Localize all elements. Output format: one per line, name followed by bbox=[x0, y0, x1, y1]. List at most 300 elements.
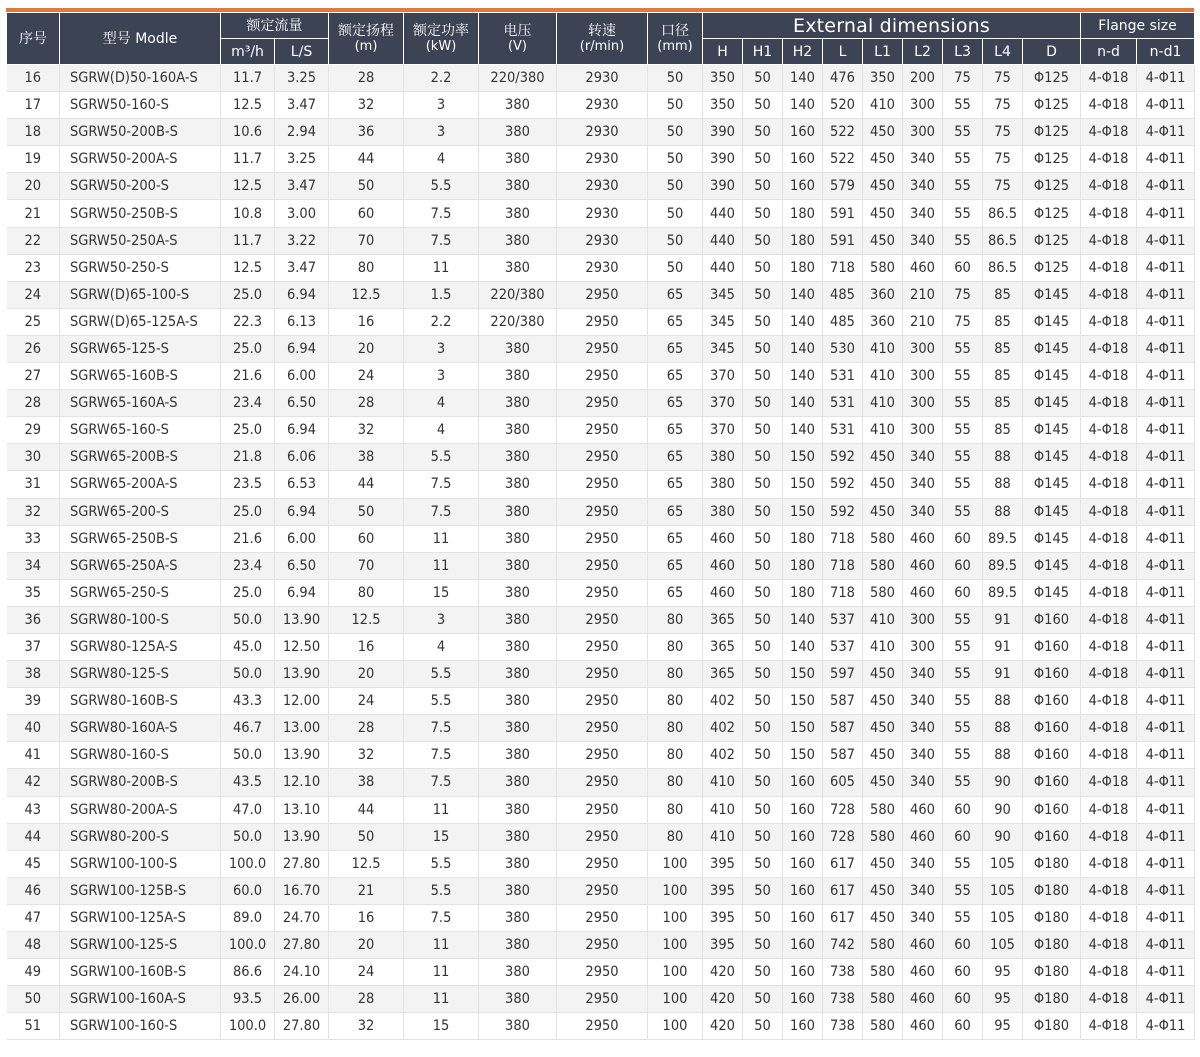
cell-dim-h1: 50 bbox=[743, 986, 783, 1013]
cell-head: 20 bbox=[329, 932, 404, 959]
cell-model: SGRW65-125-S bbox=[60, 335, 221, 362]
cell-bore: 80 bbox=[648, 633, 703, 660]
cell-bore: 80 bbox=[648, 796, 703, 823]
cell-dim-h2: 160 bbox=[783, 932, 823, 959]
cell-flow-m3h: 25.0 bbox=[221, 281, 275, 308]
header-head-unit: (m) bbox=[354, 39, 378, 54]
cell-dim-h1: 50 bbox=[743, 254, 783, 281]
cell-dim-d: Φ145 bbox=[1023, 335, 1081, 362]
cell-flow-m3h: 50.0 bbox=[221, 661, 275, 688]
cell-flow-m3h: 25.0 bbox=[221, 335, 275, 362]
cell-flow-ls: 3.47 bbox=[275, 254, 329, 281]
cell-flow-m3h: 10.8 bbox=[221, 200, 275, 227]
cell-power: 11 bbox=[404, 932, 479, 959]
cell-dim-l4: 75 bbox=[983, 146, 1023, 173]
cell-dim-h: 380 bbox=[703, 444, 743, 471]
cell-dim-l: 718 bbox=[823, 254, 863, 281]
cell-dim-l4: 88 bbox=[983, 444, 1023, 471]
pump-spec-table bbox=[6, 12, 1195, 1040]
cell-flow-m3h: 22.3 bbox=[221, 308, 275, 335]
cell-dim-l1: 410 bbox=[863, 335, 903, 362]
cell-dim-h1: 50 bbox=[743, 173, 783, 200]
cell-dim-l1: 450 bbox=[863, 200, 903, 227]
cell-dim-l: 537 bbox=[823, 633, 863, 660]
cell-dim-l3: 55 bbox=[943, 877, 983, 904]
cell-dim-d: Φ180 bbox=[1023, 904, 1081, 931]
cell-model: SGRW100-100-S bbox=[60, 850, 221, 877]
cell-head: 16 bbox=[329, 633, 404, 660]
cell-no: 21 bbox=[7, 200, 60, 227]
cell-speed: 2950 bbox=[557, 769, 648, 796]
header-dim-h2: H2 bbox=[783, 39, 823, 65]
cell-dim-h2: 140 bbox=[783, 390, 823, 417]
header-speed bbox=[557, 13, 648, 65]
cell-dim-l2: 460 bbox=[903, 796, 943, 823]
cell-dim-h2: 160 bbox=[783, 769, 823, 796]
cell-dim-h2: 140 bbox=[783, 92, 823, 119]
cell-power: 5.5 bbox=[404, 850, 479, 877]
cell-dim-l4: 105 bbox=[983, 904, 1023, 931]
cell-voltage: 380 bbox=[479, 335, 557, 362]
cell-model: SGRW50-200-S bbox=[60, 173, 221, 200]
cell-no: 25 bbox=[7, 308, 60, 335]
cell-bore: 80 bbox=[648, 661, 703, 688]
cell-model: SGRW100-125A-S bbox=[60, 904, 221, 931]
cell-model: SGRW80-200B-S bbox=[60, 769, 221, 796]
pump-spec-table-container bbox=[6, 8, 1194, 1040]
cell-dim-h: 402 bbox=[703, 742, 743, 769]
cell-voltage: 380 bbox=[479, 715, 557, 742]
cell-dim-h1: 50 bbox=[743, 552, 783, 579]
cell-dim-l3: 60 bbox=[943, 254, 983, 281]
cell-dim-l: 531 bbox=[823, 390, 863, 417]
cell-dim-h2: 150 bbox=[783, 444, 823, 471]
cell-dim-h: 370 bbox=[703, 363, 743, 390]
cell-head: 16 bbox=[329, 904, 404, 931]
cell-dim-l4: 89.5 bbox=[983, 579, 1023, 606]
table-row bbox=[7, 877, 1195, 904]
cell-no: 34 bbox=[7, 552, 60, 579]
cell-model: SGRW50-160-S bbox=[60, 92, 221, 119]
cell-flow-ls: 27.80 bbox=[275, 1013, 329, 1040]
cell-model: SGRW50-200B-S bbox=[60, 119, 221, 146]
cell-head: 80 bbox=[329, 254, 404, 281]
cell-dim-l: 617 bbox=[823, 850, 863, 877]
cell-dim-l1: 450 bbox=[863, 119, 903, 146]
cell-flow-ls: 6.53 bbox=[275, 471, 329, 498]
cell-flange-nd1: 4-Φ11 bbox=[1137, 281, 1195, 308]
cell-dim-l2: 340 bbox=[903, 146, 943, 173]
cell-dim-h: 390 bbox=[703, 119, 743, 146]
cell-head: 28 bbox=[329, 390, 404, 417]
cell-voltage: 380 bbox=[479, 390, 557, 417]
table-row bbox=[7, 363, 1195, 390]
cell-dim-l4: 75 bbox=[983, 92, 1023, 119]
cell-power: 11 bbox=[404, 552, 479, 579]
cell-dim-h: 380 bbox=[703, 471, 743, 498]
cell-dim-l2: 340 bbox=[903, 769, 943, 796]
cell-dim-d: Φ145 bbox=[1023, 498, 1081, 525]
cell-bore: 65 bbox=[648, 498, 703, 525]
header-power-unit: (kW) bbox=[425, 39, 457, 54]
cell-dim-h2: 180 bbox=[783, 200, 823, 227]
cell-model: SGRW(D)50-160A-S bbox=[60, 65, 221, 92]
cell-dim-l1: 580 bbox=[863, 959, 903, 986]
header-dim-l2: L2 bbox=[903, 39, 943, 65]
cell-flange-nd1: 4-Φ11 bbox=[1137, 390, 1195, 417]
cell-dim-l2: 340 bbox=[903, 661, 943, 688]
cell-dim-l4: 88 bbox=[983, 498, 1023, 525]
cell-power: 15 bbox=[404, 579, 479, 606]
cell-flange-nd1: 4-Φ11 bbox=[1137, 796, 1195, 823]
cell-model: SGRW50-200A-S bbox=[60, 146, 221, 173]
cell-dim-l: 485 bbox=[823, 308, 863, 335]
cell-voltage: 380 bbox=[479, 633, 557, 660]
cell-dim-h2: 180 bbox=[783, 552, 823, 579]
cell-model: SGRW80-160A-S bbox=[60, 715, 221, 742]
cell-dim-l2: 300 bbox=[903, 92, 943, 119]
cell-speed: 2950 bbox=[557, 390, 648, 417]
cell-dim-l1: 410 bbox=[863, 606, 903, 633]
cell-bore: 65 bbox=[648, 444, 703, 471]
cell-bore: 80 bbox=[648, 823, 703, 850]
cell-dim-h2: 160 bbox=[783, 119, 823, 146]
table-body bbox=[7, 65, 1195, 1040]
cell-no: 43 bbox=[7, 796, 60, 823]
cell-bore: 80 bbox=[648, 606, 703, 633]
cell-dim-h: 402 bbox=[703, 688, 743, 715]
cell-dim-l3: 55 bbox=[943, 742, 983, 769]
cell-dim-l1: 580 bbox=[863, 986, 903, 1013]
cell-power: 4 bbox=[404, 417, 479, 444]
cell-model: SGRW65-200-S bbox=[60, 498, 221, 525]
cell-dim-l1: 350 bbox=[863, 65, 903, 92]
cell-dim-l1: 410 bbox=[863, 633, 903, 660]
cell-dim-l: 592 bbox=[823, 498, 863, 525]
cell-head: 32 bbox=[329, 1013, 404, 1040]
cell-flange-nd: 4-Φ18 bbox=[1081, 173, 1137, 200]
cell-dim-l4: 75 bbox=[983, 173, 1023, 200]
cell-no: 23 bbox=[7, 254, 60, 281]
cell-speed: 2930 bbox=[557, 227, 648, 254]
table-row bbox=[7, 904, 1195, 931]
cell-dim-l1: 410 bbox=[863, 417, 903, 444]
cell-dim-l4: 86.5 bbox=[983, 227, 1023, 254]
cell-flange-nd: 4-Φ18 bbox=[1081, 335, 1137, 362]
cell-dim-l2: 340 bbox=[903, 227, 943, 254]
cell-flange-nd: 4-Φ18 bbox=[1081, 200, 1137, 227]
cell-no: 28 bbox=[7, 390, 60, 417]
cell-head: 24 bbox=[329, 959, 404, 986]
cell-flange-nd: 4-Φ18 bbox=[1081, 92, 1137, 119]
cell-dim-h2: 160 bbox=[783, 986, 823, 1013]
cell-head: 80 bbox=[329, 579, 404, 606]
cell-head: 28 bbox=[329, 65, 404, 92]
cell-no: 16 bbox=[7, 65, 60, 92]
cell-dim-h: 402 bbox=[703, 715, 743, 742]
cell-bore: 50 bbox=[648, 173, 703, 200]
cell-voltage: 380 bbox=[479, 877, 557, 904]
cell-voltage: 380 bbox=[479, 823, 557, 850]
cell-dim-l3: 55 bbox=[943, 390, 983, 417]
cell-no: 26 bbox=[7, 335, 60, 362]
cell-flow-ls: 13.00 bbox=[275, 715, 329, 742]
cell-dim-l2: 200 bbox=[903, 65, 943, 92]
table-row bbox=[7, 281, 1195, 308]
cell-flange-nd1: 4-Φ11 bbox=[1137, 959, 1195, 986]
cell-model: SGRW80-125A-S bbox=[60, 633, 221, 660]
cell-flow-ls: 3.25 bbox=[275, 65, 329, 92]
cell-flow-m3h: 23.4 bbox=[221, 552, 275, 579]
cell-dim-h2: 140 bbox=[783, 65, 823, 92]
cell-voltage: 220/380 bbox=[479, 65, 557, 92]
cell-dim-h2: 150 bbox=[783, 715, 823, 742]
table-header bbox=[7, 13, 1195, 65]
cell-dim-d: Φ145 bbox=[1023, 525, 1081, 552]
cell-flange-nd: 4-Φ18 bbox=[1081, 471, 1137, 498]
cell-dim-l: 617 bbox=[823, 877, 863, 904]
cell-head: 50 bbox=[329, 173, 404, 200]
cell-dim-h: 440 bbox=[703, 227, 743, 254]
cell-speed: 2950 bbox=[557, 417, 648, 444]
cell-flange-nd: 4-Φ18 bbox=[1081, 552, 1137, 579]
cell-flange-nd: 4-Φ18 bbox=[1081, 119, 1137, 146]
cell-head: 12.5 bbox=[329, 281, 404, 308]
cell-dim-h1: 50 bbox=[743, 661, 783, 688]
table-row bbox=[7, 769, 1195, 796]
cell-dim-l1: 580 bbox=[863, 525, 903, 552]
cell-bore: 65 bbox=[648, 579, 703, 606]
cell-dim-l3: 55 bbox=[943, 498, 983, 525]
cell-speed: 2950 bbox=[557, 877, 648, 904]
cell-flange-nd: 4-Φ18 bbox=[1081, 1013, 1137, 1040]
cell-flow-m3h: 100.0 bbox=[221, 932, 275, 959]
cell-head: 28 bbox=[329, 715, 404, 742]
cell-dim-h1: 50 bbox=[743, 65, 783, 92]
cell-flow-ls: 6.94 bbox=[275, 579, 329, 606]
cell-dim-l1: 450 bbox=[863, 498, 903, 525]
cell-flange-nd1: 4-Φ11 bbox=[1137, 1013, 1195, 1040]
cell-voltage: 380 bbox=[479, 904, 557, 931]
cell-head: 44 bbox=[329, 146, 404, 173]
cell-model: SGRW100-125-S bbox=[60, 932, 221, 959]
cell-bore: 80 bbox=[648, 742, 703, 769]
cell-power: 4 bbox=[404, 633, 479, 660]
cell-flange-nd1: 4-Φ11 bbox=[1137, 715, 1195, 742]
table-row bbox=[7, 227, 1195, 254]
cell-dim-h: 395 bbox=[703, 850, 743, 877]
cell-dim-l2: 300 bbox=[903, 417, 943, 444]
cell-voltage: 380 bbox=[479, 444, 557, 471]
cell-dim-d: Φ160 bbox=[1023, 633, 1081, 660]
cell-dim-h: 390 bbox=[703, 146, 743, 173]
cell-speed: 2950 bbox=[557, 335, 648, 362]
cell-dim-l4: 89.5 bbox=[983, 525, 1023, 552]
table-row bbox=[7, 92, 1195, 119]
cell-voltage: 380 bbox=[479, 850, 557, 877]
cell-dim-l3: 55 bbox=[943, 92, 983, 119]
cell-flow-m3h: 25.0 bbox=[221, 579, 275, 606]
cell-dim-h2: 160 bbox=[783, 904, 823, 931]
cell-head: 32 bbox=[329, 92, 404, 119]
cell-power: 1.5 bbox=[404, 281, 479, 308]
cell-dim-h2: 160 bbox=[783, 877, 823, 904]
table-row bbox=[7, 606, 1195, 633]
cell-no: 24 bbox=[7, 281, 60, 308]
cell-bore: 50 bbox=[648, 92, 703, 119]
header-dim-h1: H1 bbox=[743, 39, 783, 65]
cell-power: 15 bbox=[404, 1013, 479, 1040]
cell-dim-h: 460 bbox=[703, 552, 743, 579]
cell-dim-l2: 340 bbox=[903, 850, 943, 877]
cell-bore: 100 bbox=[648, 932, 703, 959]
cell-dim-l3: 55 bbox=[943, 200, 983, 227]
cell-dim-d: Φ125 bbox=[1023, 200, 1081, 227]
cell-flow-ls: 3.25 bbox=[275, 146, 329, 173]
cell-dim-h1: 50 bbox=[743, 959, 783, 986]
cell-dim-l4: 88 bbox=[983, 715, 1023, 742]
cell-flow-m3h: 12.5 bbox=[221, 254, 275, 281]
cell-dim-l3: 60 bbox=[943, 959, 983, 986]
cell-dim-d: Φ145 bbox=[1023, 444, 1081, 471]
cell-head: 24 bbox=[329, 688, 404, 715]
cell-voltage: 380 bbox=[479, 254, 557, 281]
cell-no: 51 bbox=[7, 1013, 60, 1040]
cell-dim-l: 587 bbox=[823, 715, 863, 742]
cell-power: 2.2 bbox=[404, 308, 479, 335]
cell-dim-h2: 160 bbox=[783, 1013, 823, 1040]
cell-flow-ls: 27.80 bbox=[275, 932, 329, 959]
cell-flange-nd: 4-Φ18 bbox=[1081, 986, 1137, 1013]
cell-voltage: 380 bbox=[479, 498, 557, 525]
cell-dim-d: Φ145 bbox=[1023, 552, 1081, 579]
cell-dim-l: 728 bbox=[823, 823, 863, 850]
cell-no: 44 bbox=[7, 823, 60, 850]
cell-dim-l: 587 bbox=[823, 742, 863, 769]
cell-head: 50 bbox=[329, 823, 404, 850]
cell-dim-l: 520 bbox=[823, 92, 863, 119]
cell-head: 60 bbox=[329, 525, 404, 552]
cell-dim-l2: 460 bbox=[903, 579, 943, 606]
cell-dim-l3: 60 bbox=[943, 1013, 983, 1040]
cell-dim-l: 742 bbox=[823, 932, 863, 959]
table-row bbox=[7, 742, 1195, 769]
cell-power: 11 bbox=[404, 796, 479, 823]
cell-dim-l: 522 bbox=[823, 146, 863, 173]
cell-speed: 2950 bbox=[557, 444, 648, 471]
cell-speed: 2950 bbox=[557, 715, 648, 742]
cell-model: SGRW50-250A-S bbox=[60, 227, 221, 254]
cell-flow-ls: 6.50 bbox=[275, 390, 329, 417]
table-row bbox=[7, 146, 1195, 173]
cell-power: 4 bbox=[404, 390, 479, 417]
cell-dim-h: 395 bbox=[703, 904, 743, 931]
table-row bbox=[7, 932, 1195, 959]
cell-dim-l3: 55 bbox=[943, 119, 983, 146]
cell-bore: 65 bbox=[648, 417, 703, 444]
cell-dim-h: 395 bbox=[703, 932, 743, 959]
cell-power: 5.5 bbox=[404, 444, 479, 471]
cell-dim-l1: 450 bbox=[863, 715, 903, 742]
cell-dim-h: 350 bbox=[703, 92, 743, 119]
cell-flow-m3h: 50.0 bbox=[221, 606, 275, 633]
cell-dim-l3: 55 bbox=[943, 363, 983, 390]
cell-dim-l3: 60 bbox=[943, 986, 983, 1013]
cell-dim-l1: 580 bbox=[863, 1013, 903, 1040]
cell-voltage: 380 bbox=[479, 471, 557, 498]
cell-speed: 2930 bbox=[557, 254, 648, 281]
table-row bbox=[7, 525, 1195, 552]
cell-bore: 100 bbox=[648, 1013, 703, 1040]
cell-dim-l: 531 bbox=[823, 417, 863, 444]
cell-dim-l: 530 bbox=[823, 335, 863, 362]
cell-head: 32 bbox=[329, 742, 404, 769]
cell-dim-h1: 50 bbox=[743, 444, 783, 471]
cell-flow-ls: 12.10 bbox=[275, 769, 329, 796]
cell-dim-l: 738 bbox=[823, 1013, 863, 1040]
cell-head: 38 bbox=[329, 769, 404, 796]
cell-dim-h: 370 bbox=[703, 390, 743, 417]
cell-head: 12.5 bbox=[329, 606, 404, 633]
cell-model: SGRW(D)65-100-S bbox=[60, 281, 221, 308]
cell-flow-ls: 24.70 bbox=[275, 904, 329, 931]
cell-flow-ls: 6.94 bbox=[275, 498, 329, 525]
cell-bore: 100 bbox=[648, 959, 703, 986]
cell-dim-l: 738 bbox=[823, 959, 863, 986]
cell-speed: 2930 bbox=[557, 119, 648, 146]
cell-flow-ls: 12.50 bbox=[275, 633, 329, 660]
cell-speed: 2950 bbox=[557, 579, 648, 606]
cell-dim-l1: 360 bbox=[863, 281, 903, 308]
cell-voltage: 380 bbox=[479, 417, 557, 444]
cell-head: 44 bbox=[329, 796, 404, 823]
cell-flow-ls: 6.13 bbox=[275, 308, 329, 335]
table-row bbox=[7, 335, 1195, 362]
cell-dim-d: Φ145 bbox=[1023, 579, 1081, 606]
table-row bbox=[7, 823, 1195, 850]
cell-flow-ls: 6.50 bbox=[275, 552, 329, 579]
cell-flange-nd: 4-Φ18 bbox=[1081, 390, 1137, 417]
cell-dim-l3: 60 bbox=[943, 525, 983, 552]
cell-dim-d: Φ160 bbox=[1023, 742, 1081, 769]
cell-dim-l1: 450 bbox=[863, 471, 903, 498]
cell-speed: 2930 bbox=[557, 92, 648, 119]
cell-dim-l4: 91 bbox=[983, 661, 1023, 688]
cell-flow-ls: 6.94 bbox=[275, 281, 329, 308]
cell-dim-l3: 55 bbox=[943, 769, 983, 796]
cell-dim-l: 728 bbox=[823, 796, 863, 823]
cell-dim-h2: 160 bbox=[783, 796, 823, 823]
cell-no: 29 bbox=[7, 417, 60, 444]
cell-dim-l2: 340 bbox=[903, 742, 943, 769]
cell-head: 20 bbox=[329, 661, 404, 688]
cell-dim-d: Φ125 bbox=[1023, 173, 1081, 200]
cell-dim-l3: 75 bbox=[943, 308, 983, 335]
header-dim-l1: L1 bbox=[863, 39, 903, 65]
cell-bore: 65 bbox=[648, 525, 703, 552]
cell-dim-l4: 90 bbox=[983, 823, 1023, 850]
cell-dim-l2: 340 bbox=[903, 200, 943, 227]
cell-flange-nd: 4-Φ18 bbox=[1081, 932, 1137, 959]
cell-flange-nd: 4-Φ18 bbox=[1081, 742, 1137, 769]
cell-flange-nd: 4-Φ18 bbox=[1081, 823, 1137, 850]
cell-speed: 2950 bbox=[557, 363, 648, 390]
cell-power: 5.5 bbox=[404, 877, 479, 904]
cell-no: 35 bbox=[7, 579, 60, 606]
cell-flange-nd: 4-Φ18 bbox=[1081, 417, 1137, 444]
cell-dim-l1: 410 bbox=[863, 92, 903, 119]
cell-dim-l: 617 bbox=[823, 904, 863, 931]
